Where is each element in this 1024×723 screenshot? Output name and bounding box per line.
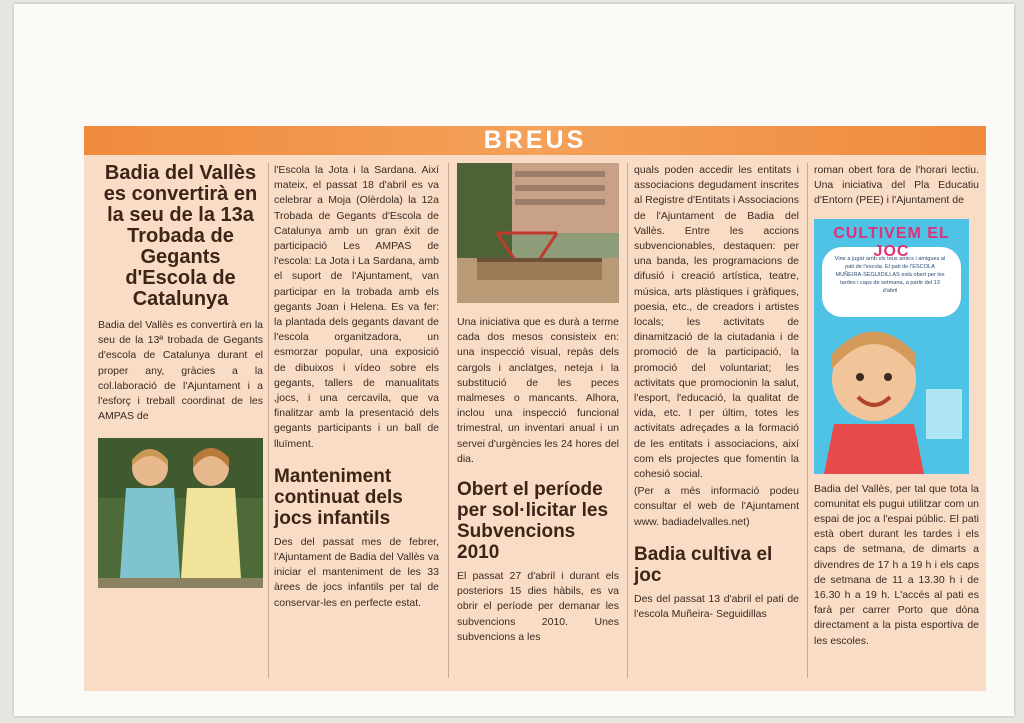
playground-photo <box>457 163 619 303</box>
cultivem-poster <box>814 219 969 474</box>
headline-manteniment: Manteniment continuat dels jocs infantils <box>274 465 403 529</box>
body-manteniment-1: Des del passat mes de febrer, l'Ajuntament de Badia del Vallès va iniciar el manteniment de les 33 àrees de jocs infantils per tal de conservar-les en perfecte estat. <box>274 535 439 609</box>
breus-section <box>84 126 986 691</box>
poster-text: Vine a jugar amb els teus amics i amigues al pati de l'escola. El pati de l'ESCOLA MUÑEIRA-SEGUIDILLAS està obert per les tardes i caps de setmana, a partir del 13 d'abril <box>834 255 946 294</box>
column-3 <box>457 163 619 645</box>
giants-illustration <box>98 438 263 588</box>
column-4 <box>634 163 799 622</box>
poster-title: CULTIVEM EL JOC <box>833 224 950 260</box>
column-1 <box>98 163 263 588</box>
column-divider <box>627 163 628 678</box>
body-gegants-2: l'Escola la Jota i la Sardana. Així mateix, el passat 18 d'abril es va celebrar a Moja (Olèrdola) la 12a Trobada de Gegants d'Escola de Catalunya amb un gran èxit de participació Les AMPAS de l'escola: La Jota i La Sardana, amb el suport de l'Ajuntament, van participar en la trobada amb els gegants Joan i Helena. Es va fer: la plantada dels gegants davant de l'escola organitzadora, un esmorzar popular, una exposició de dibuixos i vídeo sobre els gegants, tallers de manualitats ,jocs, i una cercavila, que va finalitzar amb la presentació dels gegants participants i un ball de lluïment. <box>274 164 439 450</box>
giants-photo <box>98 438 263 588</box>
column-2 <box>274 163 439 611</box>
headline-gegants: Badia del Vallès es convertirà en la seu de la 13a Trobada de Gegants d'Escola de Catalunya <box>103 162 258 310</box>
playground-illustration <box>457 163 619 303</box>
headline-subvencions: Obert el període per sol·licitar les Subvencions 2010 <box>457 479 609 564</box>
headline-cultiva: Badia cultiva el joc <box>634 543 773 586</box>
body-subvencions-2: quals poden accedir les entitats i associacions degudament inscrites al Registre d'Entitats i Associacions de l'Ajuntament de Badia del Vallès. Entre les accions subvencionables, destaquen: per una banda, les programacions de difusió i creació artística, teatre, música, arts plàstiques i gràfiques, poesia, etc., de creadors i artistes locals; les activitats de dinamització de la ciutadania i de promoció de la participació, la promoció del voluntariat; les activitats que promocionin la salut, l'esport, l'educació, la qualitat de vida, etc. I per últim, totes les activitats adreçades a la formació de les entitats i associacions, així com els projectes que fomentin la cohesió social. <box>634 164 799 481</box>
body-manteniment-2: Una iniciativa que es durà a terme cada dos mesos consisteix en: una inspecció visual, repàs dels cargols i anclatges, neteja i la substitució de les peces malmeses o mancants. Alhora, inclou una inspecció funcional trimestral, un inventari anual i un servei d'urgències les 24 hores del dia. <box>457 316 619 465</box>
body-cultiva-3: Badia del Vallès, per tal que tota la comunitat els pugui utilitzar com un espai de joc a l'espai públic. El pati està obert durant les tardes i els caps de setmana, de dimarts a divendres de 17 h a 19 h i els caps de setmana de 11 a 13.30 h i de 16.30 h a 19 h. L'accés al pati es farà per carrer Porto que dóna directament a la pista esportiva de les escoles. <box>814 482 979 647</box>
column-divider <box>448 163 449 678</box>
body-subvencions-note: (Per a més informació podeu consultar el web de l'Ajuntament www. badiadelvalles.net) <box>634 485 799 528</box>
column-5 <box>814 163 979 649</box>
section-title: BREUS <box>483 126 587 154</box>
column-divider <box>807 163 808 678</box>
body-cultiva-2: roman obert fora de l'horari lectiu. Una iniciativa del Pla Educatiu d'Entorn (PEE) i l'Ajuntament de <box>814 164 979 207</box>
body-cultiva-1: Des del passat 13 d'abril el pati de l'escola Muñeira- Seguidillas <box>634 592 799 621</box>
section-banner <box>84 126 986 155</box>
body-subvencions-1: El passat 27 d'abril i durant els posteriors 15 dies hàbils, es va obrir el període per demanar les subvencions 2010. Unes subvencions a les <box>457 570 619 643</box>
column-divider <box>268 163 269 678</box>
body-gegants-1: Badia del Vallès es convertirà en la seu de la 13ª trobada de Gegants d'escola de Catalunya durant el proper any, gràcies a la col.laboració de l'Ajuntament i a l'esforç i treball coordinat de les AMPAS de <box>98 319 263 423</box>
